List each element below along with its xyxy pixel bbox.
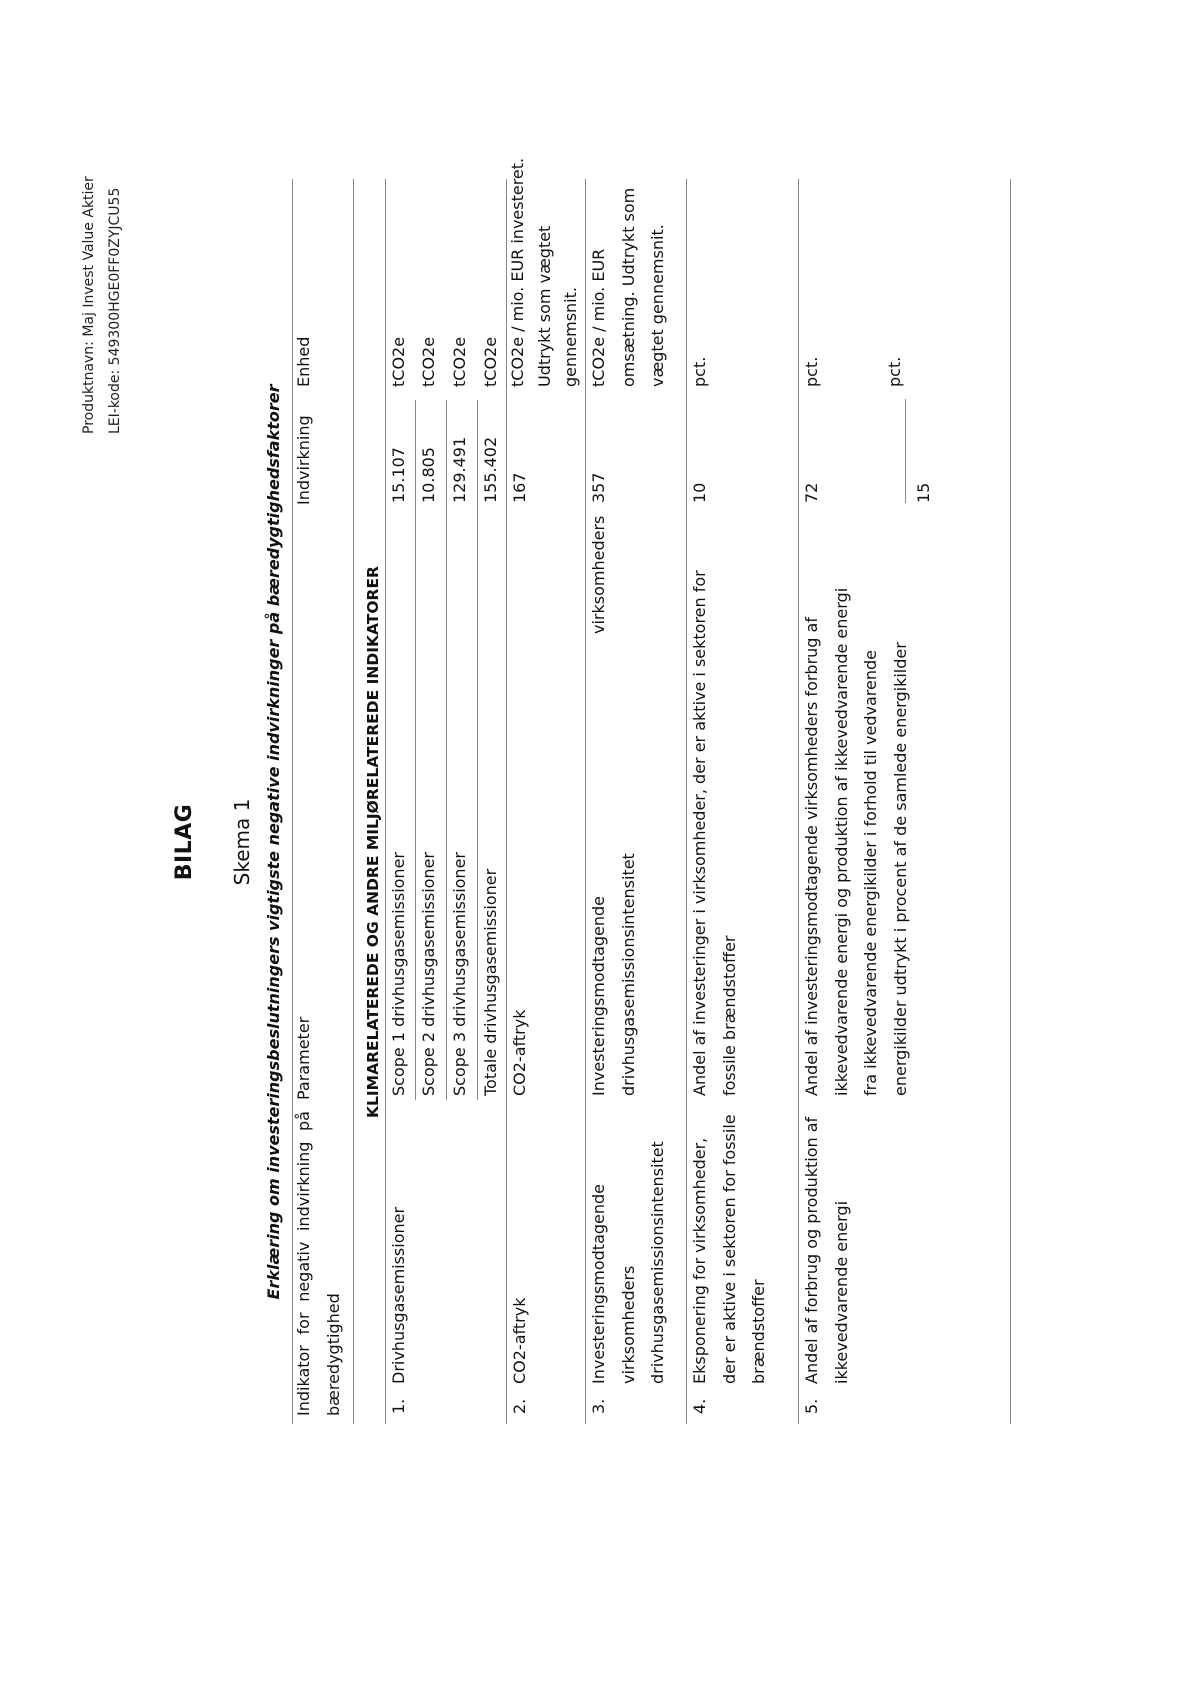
row4-parameter xyxy=(685,570,744,1096)
row4-unit: pct. xyxy=(690,356,709,387)
row1-indicator: Drivhusgasemissioner xyxy=(389,1206,408,1384)
row1-scope3-unit: tCO2e xyxy=(450,336,469,387)
row5-unit: pct. xyxy=(802,356,821,387)
header-indicator-line1: Indikator for negativ indvirkning på xyxy=(294,1111,313,1416)
row2-impact: 167 xyxy=(510,472,529,503)
row3-unit-line3: vægtet gennemsnit. xyxy=(648,224,667,387)
header-unit: Enhed xyxy=(294,336,313,387)
header-bottom-rule xyxy=(353,179,354,1424)
row4-impact: 10 xyxy=(690,482,709,503)
row2-parameter: CO2-aftryk xyxy=(510,1009,529,1096)
row2-unit-line2: Udtrykt som vægtet xyxy=(534,225,554,387)
row5-extra-impact: 15 xyxy=(914,482,933,503)
row2-unit xyxy=(505,158,585,387)
row1-total-unit: tCO2e xyxy=(481,336,500,387)
row1-scope2-parameter: Scope 2 drivhusgasemissioner xyxy=(419,852,438,1096)
row5-extra-unit: pct. xyxy=(885,356,904,387)
row3-unit-line2: omsætning. Udtrykt som xyxy=(618,187,638,387)
document-identifiers xyxy=(76,176,128,434)
lei-code: LEI-kode: 549300HGE0FF0ZYJCU55 xyxy=(107,187,123,434)
row3-number: 3. xyxy=(589,1398,608,1414)
table-bottom-rule xyxy=(1010,179,1011,1424)
row2-unit-line3: gennemsnit. xyxy=(561,287,580,387)
header-indicator-line2: bæredygtighed xyxy=(323,1293,343,1416)
row3-parameter-line2: drivhusgasemissionsintensitet xyxy=(618,853,638,1096)
header-impact: Indvirkning xyxy=(294,415,313,505)
row3-indicator xyxy=(584,1141,673,1384)
row5-parameter xyxy=(797,588,915,1096)
row3-parameter xyxy=(584,853,643,1096)
row5-indicator xyxy=(797,1117,856,1384)
row1-scope1-parameter: Scope 1 drivhusgasemissioner xyxy=(389,852,408,1096)
row1-scope2-unit: tCO2e xyxy=(419,336,438,387)
row1-scope1-impact: 15.107 xyxy=(389,447,408,503)
row3-unit-line1: tCO2e / mio. EUR xyxy=(589,248,608,387)
row4-indicator-line2: der er aktive i sektoren for fossile xyxy=(719,1114,739,1384)
row1-scope1-unit: tCO2e xyxy=(389,336,408,387)
row5-indicator-line2: ikkevedvarende energi xyxy=(831,1200,851,1384)
row4-parameter-line1: Andel af investeringer i virksomheder, der er aktive i sektoren for xyxy=(690,570,709,1096)
row4-indicator-line1: Eksponering for virksomheder, xyxy=(690,1137,709,1384)
row5-parameter-line2: ikkevedvarende energi og produktion af ikkevedvarende energi xyxy=(831,587,851,1096)
row4-indicator-line3: brændstoffer xyxy=(749,1279,768,1384)
row4-number: 4. xyxy=(690,1398,709,1414)
row3-parameter-line1: Investeringsmodtagende xyxy=(589,895,608,1096)
row5-extra-rule xyxy=(905,399,906,503)
row5-indicator-line1: Andel af forbrug og produktion af xyxy=(802,1116,821,1384)
row5-parameter-line1: Andel af investeringsmodtagende virksomheders forbrug af xyxy=(802,617,821,1096)
row5-parameter-line4: energikilder udtrykt i procent af de samlede energikilder xyxy=(890,642,910,1096)
row1-total-parameter: Totale drivhusgasemissioner xyxy=(481,868,500,1096)
row1-scope3-parameter: Scope 3 drivhusgasemissioner xyxy=(450,852,469,1096)
row3-indicator-line2: virksomheders xyxy=(618,1265,638,1384)
row4-parameter-line2: fossile brændstoffer xyxy=(719,935,739,1096)
section-title: KLIMARELATEREDE OG ANDRE MILJØRELATEREDE INDIKATORER xyxy=(364,566,382,1118)
header-indicator xyxy=(289,1111,348,1416)
row3-parameter-right: virksomheders xyxy=(589,515,608,634)
row1-scope2-impact: 10.805 xyxy=(419,447,438,503)
row4-indicator xyxy=(685,1114,774,1384)
row1-number: 1. xyxy=(389,1398,408,1414)
product-name: Produktnavn: Maj Invest Value Aktier xyxy=(81,176,97,434)
row5-parameter-line3: fra ikkevedvarende energikilder i forhold til vedvarende xyxy=(861,649,880,1096)
row1-total-impact: 155.402 xyxy=(481,436,500,503)
row3-impact: 357 xyxy=(589,472,608,503)
row2-number: 2. xyxy=(510,1398,529,1414)
row2-indicator: CO2-aftryk xyxy=(510,1297,529,1384)
page-subtitle: Skema 1 xyxy=(230,798,254,886)
row1-scope3-impact: 129.491 xyxy=(450,436,469,503)
statement-heading: Erklæring om investeringsbeslutningers vigtigste negative indvirkninger på bæredygtighedsfaktorer xyxy=(264,384,283,1300)
row3-unit xyxy=(584,188,673,387)
page-title: BILAG xyxy=(172,803,197,881)
row5-impact: 72 xyxy=(802,482,821,503)
row5-number: 5. xyxy=(802,1398,821,1414)
row3-indicator-line3: drivhusgasemissionsintensitet xyxy=(648,1141,667,1384)
row3-indicator-line1: Investeringsmodtagende xyxy=(589,1183,608,1384)
header-parameter: Parameter xyxy=(294,1016,313,1100)
row2-unit-line1: tCO2e / mio. EUR investeret. xyxy=(508,157,527,387)
